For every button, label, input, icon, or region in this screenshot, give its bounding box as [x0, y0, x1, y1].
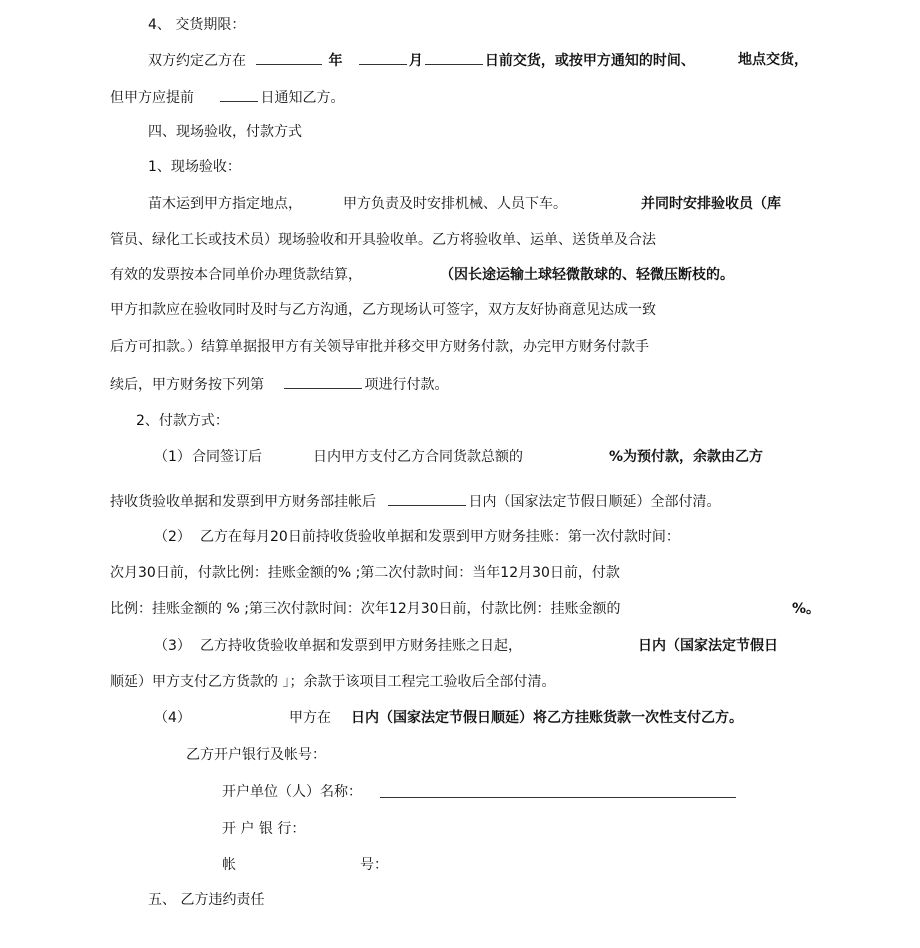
pay4-text-a: 甲方在: [289, 710, 331, 726]
pay1-text-d: 持收货验收单据和发票到甲方财务部挂帐后: [110, 494, 376, 510]
pay1-days-blank[interactable]: [388, 492, 466, 506]
account-label-b: 号：: [360, 857, 388, 873]
pay1-text-e: 日内（国家法定节假日顺延）全部付清。: [468, 494, 721, 510]
year-label: 年: [328, 53, 343, 69]
account-label-a: 帐: [222, 857, 236, 873]
subsection-2-title: 2、付款方式：: [136, 413, 229, 429]
month-blank[interactable]: [359, 51, 407, 65]
approval-line: 后方可扣款。）结算单据报甲方有关领导审批并移交甲方财务付款，办完甲方财务付款手: [110, 339, 649, 355]
delivery-clause-line1: [148, 51, 695, 70]
pay3-text-a: 乙方持收货验收单据和发票到甲方财务挂账之日起，: [200, 638, 522, 654]
bank-name-label: 开 户 银 行：: [222, 821, 306, 837]
delivery-text-c: 地点交货，: [738, 52, 808, 68]
pay1-text-c: %为预付款，余款由乙方: [609, 449, 764, 465]
inspection-text-a: 苗木运到甲方指定地点，: [148, 196, 302, 212]
delivery-clause-line2: [110, 88, 344, 107]
delivery-text-a: 双方约定乙方在: [148, 53, 246, 69]
pay3-text-b: 日内（国家法定节假日: [638, 638, 778, 654]
notice-text-a: 但甲方应提前: [110, 90, 194, 106]
pay2-number: （2）: [154, 529, 191, 545]
bank-info-title: 乙方开户银行及帐号：: [186, 747, 326, 763]
section-4-title: 四、现场验收，付款方式: [148, 124, 302, 140]
inspection-text-b: 甲方负责及时安排机械、人员下车。: [343, 196, 567, 212]
deduction-line: 甲方扣款应在验收同时及时与乙方沟通，乙方现场认可签字，双方友好协商意见达成一致: [110, 302, 656, 318]
payment-item-text-a: 续后，甲方财务按下列第: [110, 377, 264, 393]
pay3-number: （3）: [154, 638, 191, 654]
pay3-text-c: 顺延）甲方支付乙方货款的 」；余款于该项目工程完工验收后全部付清。: [110, 674, 556, 690]
day-blank[interactable]: [425, 51, 483, 65]
notice-text-b: 日通知乙方。: [260, 90, 345, 106]
year-blank[interactable]: [256, 51, 322, 65]
pay1-number: （1）: [154, 449, 191, 465]
section-5-title: 五、 乙方违约责任: [148, 892, 265, 908]
pay1-text-b: 日内甲方支付乙方合同货款总额的: [313, 449, 523, 465]
pay2-text-d: %。: [792, 601, 821, 617]
notice-days-blank[interactable]: [220, 88, 258, 102]
settlement-text-b: （因长途运输土球轻微散球的、轻微压断枝的。: [440, 267, 734, 283]
section-4-heading: 4、 交货期限：: [148, 17, 246, 33]
pay2-text-b: 次月30日前，付款比例：挂账金额的% ;第二次付款时间：当年12月30日前，付款: [110, 565, 620, 581]
pay4-text-b: 日内（国家法定节假日顺延）将乙方挂账货款一次性支付乙方。: [351, 710, 743, 726]
bank-unit-label: 开户单位（人）名称：: [222, 784, 362, 800]
month-label: 月: [408, 53, 423, 69]
inspection-line2: 管员、绿化工长或技术员）现场验收和开具验收单。乙方将验收单、运单、送货单及合法: [110, 232, 656, 248]
delivery-text-b: 日前交货，或按甲方通知的时间、: [484, 53, 695, 69]
subsection-1-title: 1、现场验收：: [148, 159, 241, 175]
pay2-text-a: 乙方在每月20日前持收货验收单据和发票到甲方财务挂账：第一次付款时间：: [200, 529, 680, 545]
pay1-line2: [110, 492, 720, 511]
pay4-number: （4）: [154, 710, 191, 726]
inspection-text-c: 并同时安排验收员（库: [641, 196, 781, 212]
bank-unit-blank[interactable]: [380, 797, 736, 798]
settlement-text-a: 有效的发票按本合同单价办理货款结算，: [110, 267, 362, 283]
payment-item-blank[interactable]: [284, 375, 362, 389]
pay1-text-a: 合同签订后: [192, 449, 262, 465]
payment-item-text-b: 项进行付款。: [364, 377, 449, 393]
pay2-text-c: 比例：挂账金额的 % ;第三次付款时间：次年12月30日前，付款比例：挂账金额的: [110, 601, 621, 617]
payment-item-line: [110, 375, 448, 394]
